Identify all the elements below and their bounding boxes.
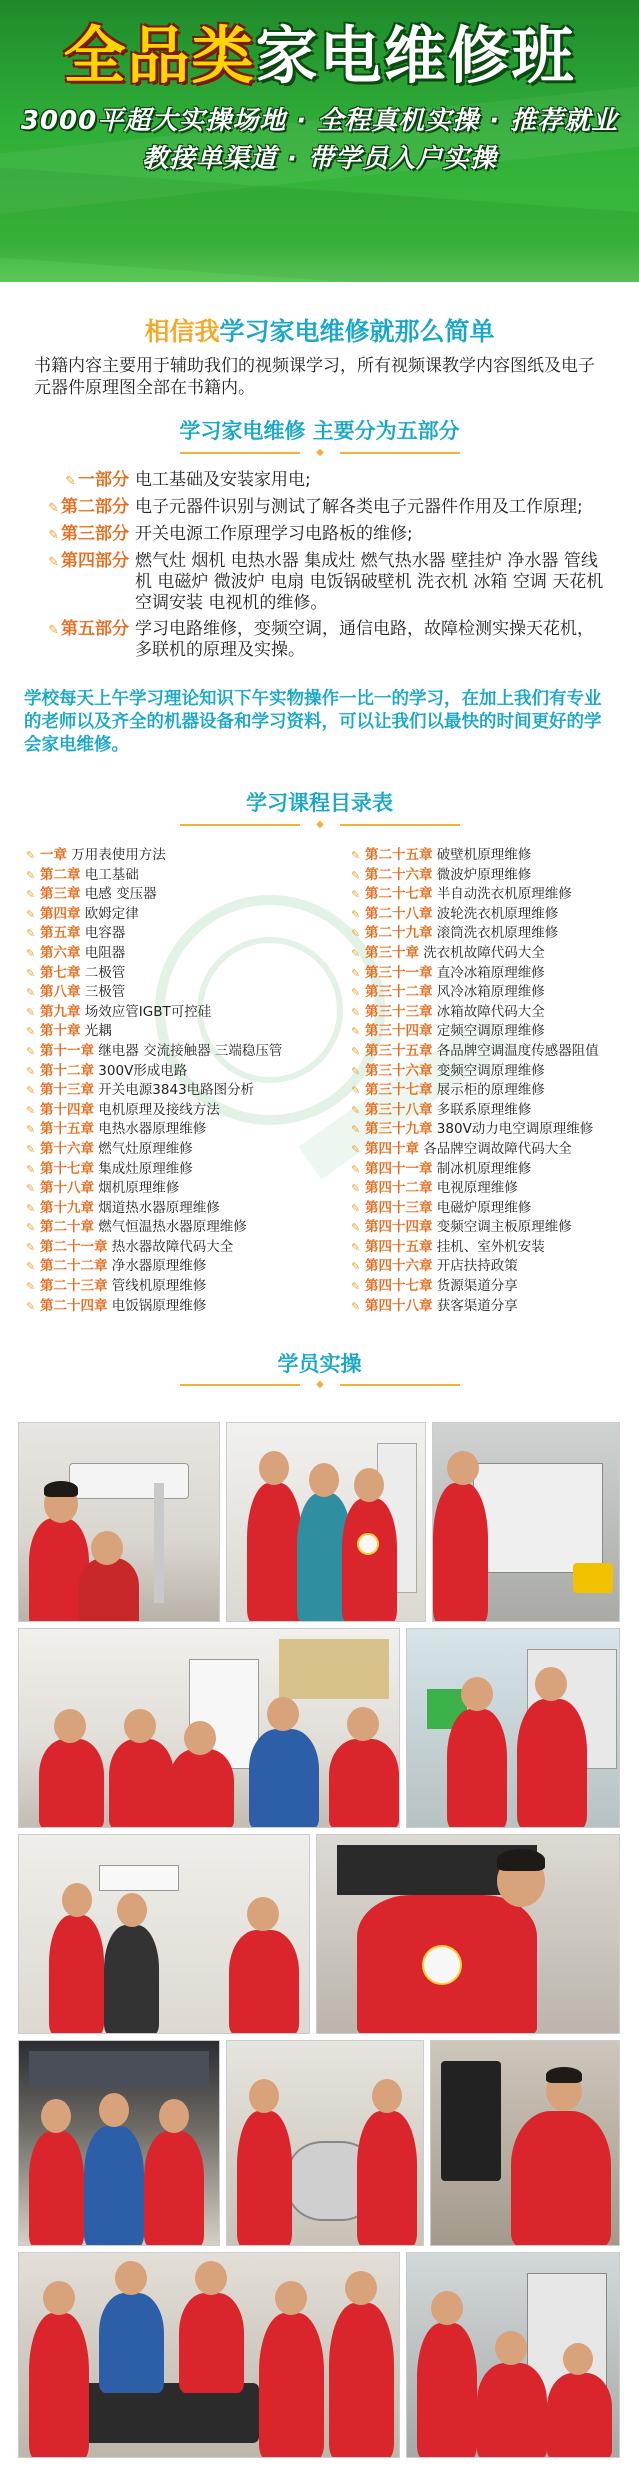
practice-photo (18, 2252, 400, 2458)
course-catalog (26, 846, 616, 1316)
pencil-icon: ✎ (48, 501, 59, 516)
chapter-name: 继电器 交流接触器 三端稳压管 (98, 1042, 283, 1059)
chapter-name: 电热水器原理维修 (98, 1121, 207, 1138)
pencil-icon: ✎ (26, 888, 36, 902)
chapter-number: 第九章 (40, 1003, 81, 1020)
part-label: 第五部分 (61, 619, 129, 639)
chapter-number: 第五章 (40, 925, 81, 942)
chapter-name: 电视原理维修 (436, 1180, 518, 1197)
chapter-item (26, 1120, 326, 1140)
part-item (30, 551, 610, 614)
catalog-title: 学习课程目录表 (246, 791, 393, 815)
practice-title: 学员实操 (277, 1352, 362, 1376)
chapter-number: 第四十一章 (365, 1160, 433, 1177)
pencil-icon: ✎ (351, 1064, 361, 1078)
chapter-item (26, 885, 326, 905)
pencil-icon: ✎ (26, 986, 36, 1000)
chapter-name: 滚筒洗衣机原理维修 (436, 925, 559, 942)
practice-photo (18, 1628, 400, 1828)
chapter-item (351, 866, 621, 886)
chapter-item (26, 1297, 326, 1317)
chapter-name: 电感 变压器 (84, 886, 157, 903)
chapter-item (26, 1199, 326, 1219)
pencil-icon: ✎ (26, 1123, 36, 1137)
part-label: 第二部分 (61, 497, 129, 517)
part-label: 第四部分 (61, 551, 129, 571)
pencil-icon: ✎ (351, 907, 361, 921)
chapter-number: 第三十四章 (365, 1023, 433, 1040)
pencil-icon: ✎ (26, 1280, 36, 1294)
pencil-icon: ✎ (351, 966, 361, 980)
chapter-number: 第三十一章 (365, 964, 433, 981)
pencil-icon: ✎ (26, 1084, 36, 1098)
catalog-left-column (26, 846, 326, 1316)
pencil-icon: ✎ (26, 868, 36, 882)
pencil-icon: ✎ (351, 1299, 361, 1313)
chapter-item (351, 1297, 621, 1317)
chapter-item (26, 1277, 326, 1297)
pencil-icon: ✎ (26, 927, 36, 941)
chapter-name: 场效应管IGBT可控硅 (84, 1003, 212, 1020)
chapter-number: 第二章 (40, 866, 81, 883)
chapter-number: 第十五章 (40, 1121, 94, 1138)
banner-wave (0, 242, 639, 282)
part-text: 电工基础及安装家用电; (135, 470, 311, 490)
chapter-number: 第二十八章 (365, 905, 433, 922)
chapter-number: 第二十七章 (365, 886, 433, 903)
title-divider: ◆ (180, 1380, 460, 1390)
intro-text: 书籍内容主要用于辅助我们的视频课学习，所有视频课教学内容图纸及电子元器件原理图全部在书籍内。 (34, 356, 595, 398)
chapter-item (351, 1101, 621, 1121)
chapter-number: 第二十三章 (40, 1278, 108, 1295)
chapter-number: 第二十二章 (40, 1258, 108, 1275)
pencil-icon: ✎ (351, 1221, 361, 1235)
chapter-number: 第二十九章 (365, 925, 433, 942)
chapter-name: 燃气灶原理维修 (98, 1140, 193, 1157)
pencil-icon: ✎ (48, 623, 59, 638)
chapter-number: 第四十五章 (365, 1238, 433, 1255)
pencil-icon: ✎ (26, 1025, 36, 1039)
part-item (30, 524, 610, 546)
catalog-right-column (351, 846, 621, 1316)
chapter-name: 货源渠道分享 (436, 1278, 518, 1295)
chapter-name: 三极管 (84, 984, 126, 1001)
chapter-number: 第三十章 (365, 944, 419, 961)
chapter-item (351, 846, 621, 866)
chapter-name: 管线机原理维修 (111, 1278, 207, 1295)
pencil-icon: ✎ (351, 1240, 361, 1254)
chapter-number: 第七章 (40, 964, 81, 981)
chapter-name: 制冰机原理维修 (436, 1160, 532, 1177)
title-divider: ◆ (180, 820, 460, 830)
banner-tagline-1: 3000平超大实操场地 · 全程真机实操 · 推荐就业 (20, 106, 619, 136)
chapter-number: 第四章 (40, 905, 81, 922)
chapter-item (351, 1238, 621, 1258)
part-text: 电子元器件识别与测试了解各类电子元器件作用及工作原理; (135, 497, 583, 517)
part-text: 燃气灶 烟机 电热水器 集成灶 燃气热水器 壁挂炉 净水器 管线机 电磁炉 微波炉 电扇 电饭锅破壁机 洗衣机 冰箱 空调 天花机 空调安装 电视机的维修。 (135, 551, 604, 613)
pencil-icon: ✎ (26, 1240, 36, 1254)
chapter-item (26, 1062, 326, 1082)
chapter-name: 破壁机原理维修 (436, 847, 532, 863)
chapter-name: 热水器故障代码大全 (111, 1238, 234, 1255)
chapter-item (351, 1140, 621, 1160)
parts-list (30, 470, 610, 666)
chapter-name: 多联系原理维修 (436, 1101, 532, 1118)
pencil-icon: ✎ (26, 1221, 36, 1235)
chapter-number: 第十一章 (40, 1042, 94, 1059)
chapter-name: 光耦 (84, 1023, 112, 1040)
chapter-number: 第二十一章 (40, 1238, 108, 1255)
chapter-name: 微波炉原理维修 (436, 866, 532, 883)
pencil-icon: ✎ (48, 555, 59, 570)
chapter-item (26, 1238, 326, 1258)
pencil-icon: ✎ (351, 1182, 361, 1196)
chapter-number: 第十二章 (40, 1062, 94, 1079)
pencil-icon: ✎ (351, 946, 361, 960)
chapter-number: 第二十六章 (365, 866, 433, 883)
chapter-item (26, 924, 326, 944)
chapter-name: 烟机原理维修 (98, 1180, 180, 1197)
chapter-number: 第十八章 (40, 1180, 94, 1197)
pencil-icon: ✎ (65, 474, 76, 489)
chapter-number: 第八章 (40, 984, 81, 1001)
chapter-number: 第十章 (40, 1023, 81, 1040)
chapter-item (351, 944, 621, 964)
chapter-item (26, 964, 326, 984)
banner-tagline-2: 教接单渠道 · 带学员入户实操 (142, 144, 497, 174)
chapter-name: 风冷冰箱原理维修 (436, 984, 545, 1001)
chapter-number: 第三十八章 (365, 1101, 433, 1118)
chapter-item (26, 944, 326, 964)
chapter-item (26, 1101, 326, 1121)
pencil-icon: ✎ (26, 907, 36, 921)
pencil-icon: ✎ (26, 1201, 36, 1215)
part-item (30, 497, 610, 519)
chapter-item (26, 1179, 326, 1199)
chapter-item (351, 983, 621, 1003)
chapter-item (26, 1160, 326, 1180)
chapter-item (26, 1218, 326, 1238)
chapter-name: 变频空调主板原理维修 (436, 1219, 572, 1236)
pencil-icon: ✎ (351, 986, 361, 1000)
pencil-icon: ✎ (26, 1064, 36, 1078)
pencil-icon: ✎ (26, 849, 36, 862)
pencil-icon: ✎ (351, 1005, 361, 1019)
chapter-name: 欧姆定律 (84, 905, 139, 922)
part-item (30, 619, 610, 661)
chapter-name: 电饭锅原理维修 (111, 1297, 207, 1314)
chapter-item (351, 1199, 621, 1219)
chapter-name: 电机原理及接线方法 (98, 1101, 220, 1118)
chapter-item (351, 1062, 621, 1082)
practice-photo (430, 2040, 620, 2246)
pencil-icon: ✎ (26, 1044, 36, 1058)
pencil-icon: ✎ (351, 1260, 361, 1274)
chapter-item (26, 905, 326, 925)
chapter-number: 第二十章 (40, 1219, 94, 1236)
chapter-number: 第三十六章 (365, 1062, 433, 1079)
parts-section-title: 学习家电维修 主要分为五部分 (179, 419, 460, 443)
chapter-number: 第十四章 (40, 1101, 94, 1118)
chapter-item (351, 924, 621, 944)
chapter-number: 第十九章 (40, 1199, 94, 1216)
pencil-icon: ✎ (26, 1260, 36, 1274)
chapter-number: 第三十三章 (365, 1003, 433, 1020)
part-item (30, 470, 610, 492)
pencil-icon: ✎ (351, 1044, 361, 1058)
chapter-item (26, 1042, 326, 1062)
pencil-icon: ✎ (26, 1182, 36, 1196)
chapter-name: 300V形成电路 (98, 1062, 188, 1079)
chapter-name: 电工基础 (84, 866, 139, 883)
practice-photo (406, 2252, 620, 2458)
chapter-name: 挂机、室外机安装 (436, 1238, 545, 1255)
chapter-name: 获客渠道分享 (436, 1297, 518, 1314)
chapter-name: 各品牌空调温度传感器阻值 (436, 1042, 599, 1059)
chapter-item (351, 1003, 621, 1023)
pencil-icon: ✎ (351, 1142, 361, 1156)
pencil-icon: ✎ (26, 966, 36, 980)
chapter-item (351, 1081, 621, 1101)
chapter-number: 第十七章 (40, 1160, 94, 1177)
chapter-name: 电容器 (84, 925, 126, 942)
intro-heading-accent: 相信我 (144, 317, 220, 346)
chapter-item (26, 1140, 326, 1160)
chapter-name: 各品牌空调故障代码大全 (423, 1140, 572, 1157)
pencil-icon: ✎ (26, 1103, 36, 1117)
chapter-number: 第三章 (40, 886, 81, 903)
pencil-icon: ✎ (351, 1025, 361, 1039)
chapter-number: 第四十四章 (365, 1219, 433, 1236)
pencil-icon: ✎ (48, 528, 59, 543)
practice-photo (406, 1628, 620, 1828)
pencil-icon: ✎ (351, 849, 361, 862)
chapter-name: 开关电源3843电路图分析 (98, 1082, 255, 1099)
intro-heading (0, 312, 639, 348)
chapter-item (351, 1022, 621, 1042)
chapter-number: 第四十二章 (365, 1180, 433, 1197)
chapter-item (351, 885, 621, 905)
chapter-item (351, 964, 621, 984)
chapter-number: 第六章 (40, 944, 81, 961)
chapter-name: 半自动洗衣机原理维修 (436, 886, 572, 903)
chapter-item (351, 1218, 621, 1238)
practice-photo (18, 2040, 220, 2246)
chapter-item (26, 846, 326, 866)
chapter-number: 第四十六章 (365, 1258, 433, 1275)
chapter-number: 第二十五章 (365, 847, 433, 863)
chapter-item (26, 1022, 326, 1042)
header-banner (0, 0, 639, 282)
chapter-item (351, 1120, 621, 1140)
pencil-icon: ✎ (351, 1162, 361, 1176)
chapter-number: 第四十三章 (365, 1199, 433, 1216)
chapter-name: 冰箱故障代码大全 (436, 1003, 545, 1020)
banner-title-highlight: 全品类 (63, 19, 256, 92)
banner-title (0, 18, 639, 94)
chapter-name: 直冷冰箱原理维修 (436, 964, 545, 981)
school-description: 学校每天上午学习理论知识下午实物操作一比一的学习，在加上我们有专业的老师以及齐全的机器设备和学习资料，可以让我们以最快的时间更好的学会家电维修。 (24, 689, 602, 755)
chapter-name: 净水器原理维修 (111, 1258, 207, 1275)
pencil-icon: ✎ (351, 1084, 361, 1098)
chapter-name: 380V动力电空调原理维修 (436, 1121, 594, 1138)
chapter-number: 第三十五章 (365, 1042, 433, 1059)
pencil-icon: ✎ (351, 1201, 361, 1215)
chapter-number: 一章 (40, 847, 67, 863)
chapter-name: 定频空调原理维修 (436, 1023, 545, 1040)
pencil-icon: ✎ (26, 1142, 36, 1156)
chapter-name: 烟道热水器原理维修 (98, 1199, 220, 1216)
banner-title-main: 家电维修班 (255, 19, 576, 92)
chapter-number: 第四十八章 (365, 1297, 433, 1314)
chapter-item (26, 1081, 326, 1101)
chapter-number: 第三十七章 (365, 1082, 433, 1099)
pencil-icon: ✎ (26, 1005, 36, 1019)
chapter-name: 电阻器 (84, 944, 126, 961)
chapter-number: 第三十二章 (365, 984, 433, 1001)
chapter-item (351, 1179, 621, 1199)
chapter-number: 第十六章 (40, 1140, 94, 1157)
chapter-item (351, 1160, 621, 1180)
part-text: 学习电路维修，变频空调，通信电路，故障检测实操天花机，多联机的原理及实操。 (135, 619, 594, 660)
chapter-number: 第三十九章 (365, 1121, 433, 1138)
chapter-name: 万用表使用方法 (71, 847, 166, 863)
pencil-icon: ✎ (26, 1299, 36, 1313)
pencil-icon: ✎ (26, 1162, 36, 1176)
pencil-icon: ✎ (351, 888, 361, 902)
practice-photo (226, 2040, 424, 2246)
chapter-name: 展示柜的原理维修 (436, 1082, 545, 1099)
chapter-name: 集成灶原理维修 (98, 1160, 193, 1177)
chapter-item (351, 1277, 621, 1297)
chapter-item (26, 1257, 326, 1277)
chapter-number: 第四十七章 (365, 1278, 433, 1295)
pencil-icon: ✎ (351, 1280, 361, 1294)
chapter-item (351, 1042, 621, 1062)
intro-heading-main: 学习家电维修就那么简单 (219, 317, 495, 346)
chapter-item (351, 905, 621, 925)
chapter-item (26, 866, 326, 886)
chapter-item (26, 983, 326, 1003)
pencil-icon: ✎ (351, 927, 361, 941)
chapter-name: 二极管 (84, 964, 126, 981)
part-text: 开关电源工作原理学习电路板的维修; (135, 524, 413, 544)
practice-photo (316, 1834, 620, 2034)
chapter-number: 第十三章 (40, 1082, 94, 1099)
chapter-name: 电磁炉原理维修 (436, 1199, 532, 1216)
chapter-name: 变频空调原理维修 (436, 1062, 545, 1079)
part-label: 第三部分 (61, 524, 129, 544)
chapter-item (26, 1003, 326, 1023)
pencil-icon: ✎ (351, 1123, 361, 1137)
practice-photo (432, 1422, 620, 1622)
practice-photo (226, 1422, 426, 1622)
chapter-name: 开店扶持政策 (436, 1258, 518, 1275)
chapter-number: 第二十四章 (40, 1297, 108, 1314)
pencil-icon: ✎ (351, 868, 361, 882)
chapter-name: 燃气恒温热水器原理维修 (98, 1219, 247, 1236)
practice-photo (18, 1834, 310, 2034)
chapter-item (351, 1257, 621, 1277)
chapter-name: 洗衣机故障代码大全 (423, 944, 545, 961)
chapter-number: 第四十章 (365, 1140, 419, 1157)
practice-photo (18, 1422, 220, 1622)
part-label: 一部分 (78, 470, 129, 490)
chapter-name: 波轮洗衣机原理维修 (436, 905, 559, 922)
title-divider: ◆ (180, 448, 460, 458)
pencil-icon: ✎ (351, 1103, 361, 1117)
pencil-icon: ✎ (26, 946, 36, 960)
